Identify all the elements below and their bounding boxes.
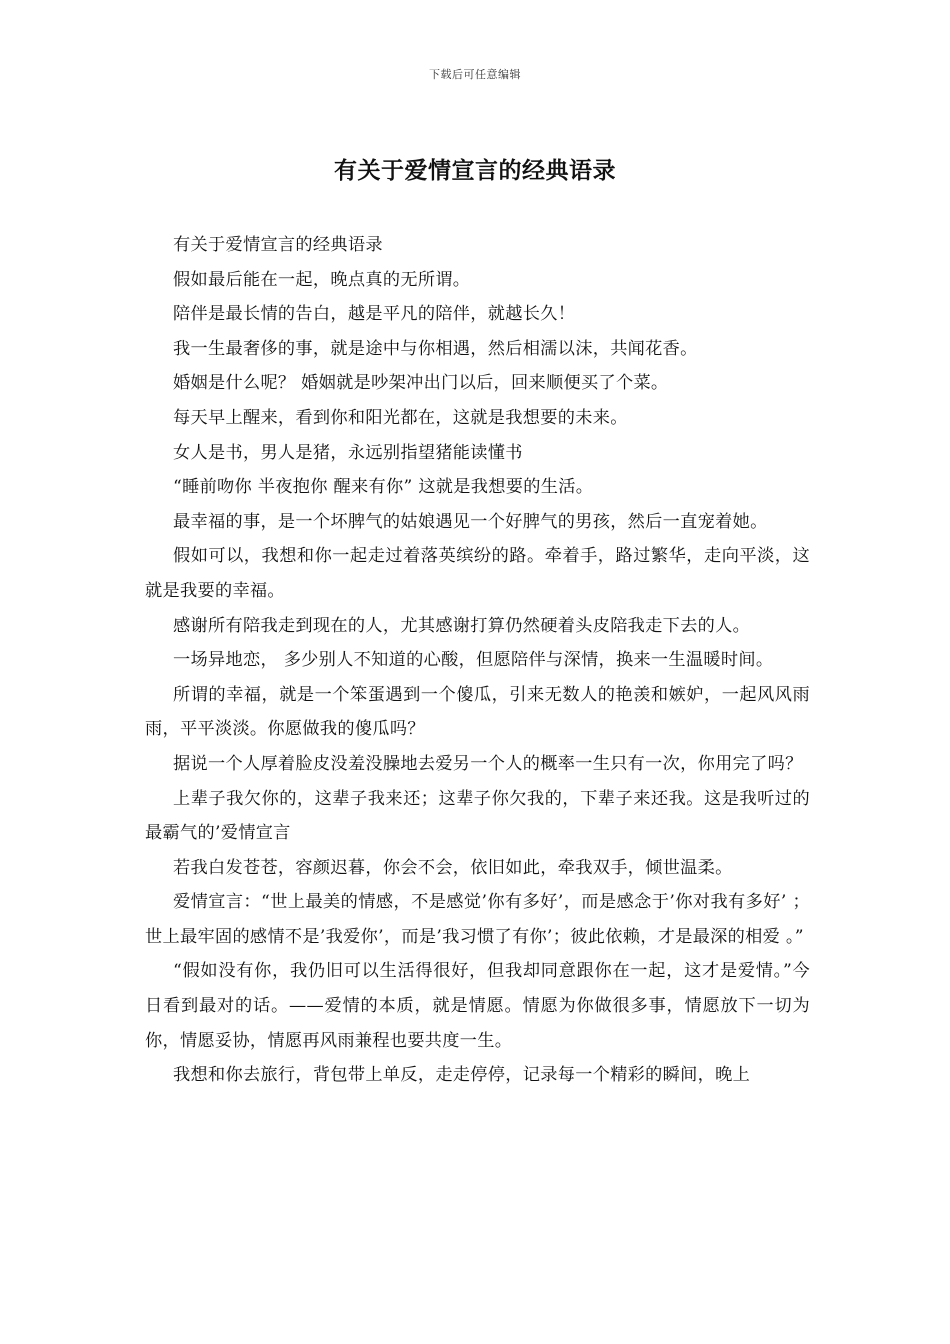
paragraph: 最幸福的事，是一个坏脾气的姑娘遇见一个好脾气的男孩，然后一直宠着她。 — [173, 511, 768, 532]
paragraph: “假如没有你，我仍旧可以生活得很好，但我却同意跟你在一起，这才是爱情。”今日看到最对的话。——爱情的本质，就是情愿。情愿为你做很多事，情愿放下一切为你，情愿妥协，情愿再风雨兼程也要共度一生。 — [145, 961, 810, 1051]
paragraph: “睡前吻你 半夜抱你 醒来有你” 这就是我想要的生活。 — [173, 477, 594, 498]
paragraph: 我一生最奢侈的事，就是途中与你相遇，然后相濡以沫，共闻花香。 — [173, 338, 698, 359]
document-title: 有关于爱情宣言的经典语录 — [334, 157, 616, 184]
paragraph: 有关于爱情宣言的经典语录 — [173, 235, 383, 255]
paragraph: 陪伴是最长情的告白，越是平凡的陪伴，就越长久！ — [173, 304, 576, 325]
paragraph: 感谢所有陪我走到现在的人，尤其感谢打算仍然硬着头皮陪我走下去的人。 — [173, 615, 751, 636]
paragraph: 我想和你去旅行，背包带上单反，走走停停，记录每一个精彩的瞬间，晚上 — [173, 1065, 751, 1086]
paragraph: 一场异地恋， 多少别人不知道的心酸，但愿陪伴与深情，换来一生温暖时间。 — [173, 650, 774, 671]
paragraph: 女人是书，男人是猪，永远别指望猪能读懂书 — [173, 442, 523, 463]
paragraph: 婚姻是什么呢？ 婚姻就是吵架冲出门以后，回来顺便买了个菜。 — [173, 373, 669, 394]
paragraph: 假如可以，我想和你一起走过着落英缤纷的路。牵着手，路过繁华，走向平淡，这就是我要的幸福。 — [145, 546, 810, 601]
paragraph: 上辈子我欠你的，这辈子我来还；这辈子你欠我的，下辈子来还我。这是我听过的最霸气的’爱情宣言 — [145, 788, 810, 844]
document-body — [145, 228, 810, 1093]
paragraph: 据说一个人厚着脸皮没羞没臊地去爱另一个人的概率一生只有一次，你用完了吗？ — [173, 753, 803, 774]
paragraph: 假如最后能在一起，晚点真的无所谓。 — [173, 269, 471, 290]
paragraph: 每天早上醒来，看到你和阳光都在，这就是我想要的未来。 — [173, 407, 628, 428]
paragraph: 爱情宣言：“世上最美的情感，不是感觉’你有多好’，而是感念于’你对我有多好’ ；世上最牢固的感情不是’我爱你’，而是’我习惯了有你’；彼此依赖，才是最深的相爱 。” — [145, 892, 810, 947]
paragraph: 若我白发苍苍，容颜迟暮，你会不会，依旧如此，牵我双手，倾世温柔。 — [173, 857, 733, 878]
header-note: 下载后可任意编辑 — [429, 68, 521, 81]
paragraph: 所谓的幸福，就是一个笨蛋遇到一个傻瓜，引来无数人的艳羡和嫉妒，一起风风雨雨，平平淡淡。你愿做我的傻瓜吗？ — [145, 684, 810, 740]
